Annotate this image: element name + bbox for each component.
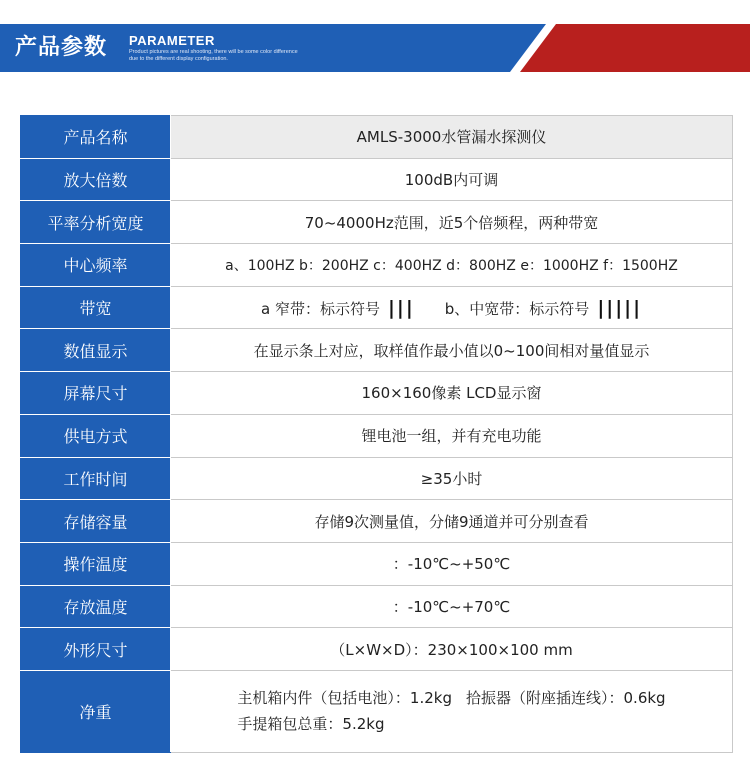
spec-label: 屏幕尺寸 [21,372,171,415]
spec-value: ≥35小时 [171,457,733,500]
spec-value: 锂电池一组，并有充电功能 [171,414,733,457]
spec-label: 存储容量 [21,500,171,543]
spec-value: 存储9次测量值，分储9通道并可分别查看 [171,500,733,543]
section-subtitle: Product pictures are real shooting, there will be some color difference due to the different display configuration. [129,49,298,62]
section-header [0,24,750,72]
spec-label: 中心频率 [21,244,171,287]
table-row [21,670,733,752]
table-row [21,158,733,201]
table-row [21,372,733,415]
spec-value: ：-10℃~+70℃ [171,585,733,628]
table-row [21,116,733,159]
spec-value [171,286,733,329]
table-row [21,329,733,372]
section-title: 产品参数 [15,35,108,60]
table-row [21,500,733,543]
spec-label: 外形尺寸 [21,628,171,671]
sensor-weight: 拾振器（附座插连线）：0.6kg [466,689,666,708]
spec-value: AMLS-3000水管漏水探测仪 [171,116,733,159]
table-row [21,414,733,457]
weight-line-1 [237,685,665,711]
table-row [21,244,733,287]
spec-label: 平率分析宽度 [21,201,171,244]
bandwidth-medium-label: b、中宽带：标示符号 [444,299,590,318]
spec-value [171,670,733,752]
spec-value: （L×W×D）：230×100×100 mm [171,628,733,671]
spec-label: 带宽 [21,286,171,329]
spec-value: 100dB内可调 [171,158,733,201]
bandwidth-narrow-symbol: ||| [387,296,415,319]
table-row [21,457,733,500]
spec-label: 净重 [21,670,171,752]
section-title-en: PARAMETER [129,33,215,48]
spec-label: 产品名称 [21,116,171,159]
weight-details [237,685,665,737]
bandwidth-narrow-label: a 窄带：标示符号 [260,299,380,318]
table-row [21,585,733,628]
main-unit-weight: 主机箱内件（包括电池）：1.2kg [237,689,452,708]
bandwidth-medium-symbol: ||||| [597,296,643,319]
spec-value: 160×160像素 LCD显示窗 [171,372,733,415]
spec-value: 70~4000Hz范围，近5个倍频程，两种带宽 [171,201,733,244]
spec-label: 操作温度 [21,542,171,585]
table-row [21,201,733,244]
spec-label: 放大倍数 [21,158,171,201]
spec-label: 数值显示 [21,329,171,372]
spec-value: a、100HZ b：200HZ c：400HZ d：800HZ e：1000HZ f：1500HZ [171,244,733,287]
table-row [21,542,733,585]
spec-value: ：-10℃~+50℃ [171,542,733,585]
spec-value: 在显示条上对应，取样值作最小值以0~100间相对量值显示 [171,329,733,372]
spec-label: 供电方式 [21,414,171,457]
table-row [21,286,733,329]
spec-table [20,115,733,753]
spec-label: 工作时间 [21,457,171,500]
table-row [21,628,733,671]
spec-label: 存放温度 [21,585,171,628]
header-banner-shape [0,24,750,72]
case-total-weight: 手提箱包总重：5.2kg [237,715,385,734]
